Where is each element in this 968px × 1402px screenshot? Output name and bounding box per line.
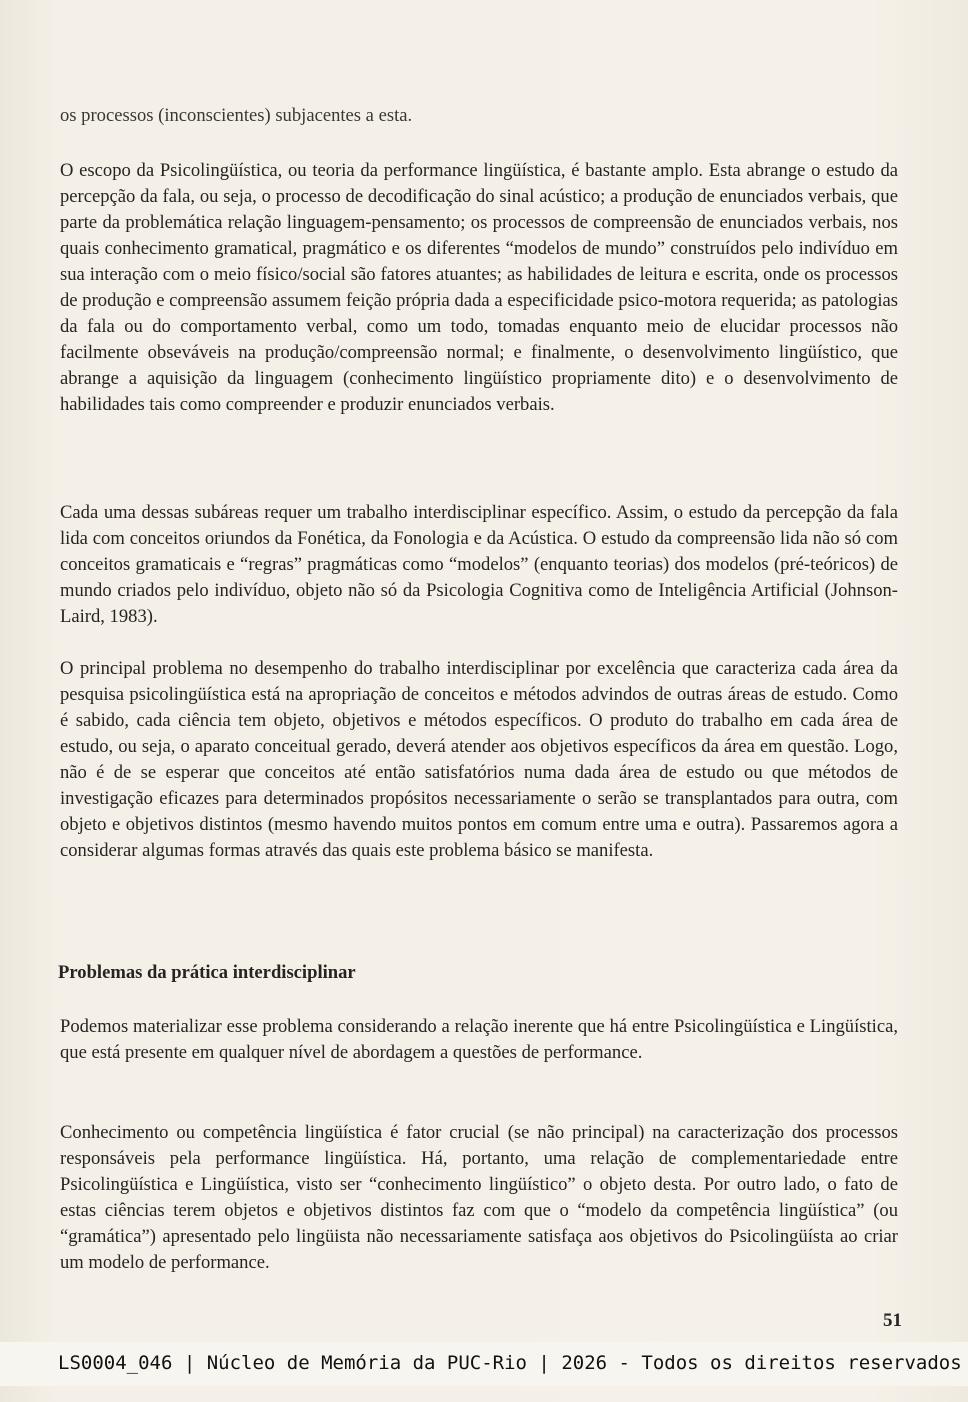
paragraph-competence: Conhecimento ou competência lingüística é fator crucial (se não principal) na caracterização dos processos responsáveis pela performance lingüística. Há, portanto, uma relação de complementariedade entre Psicolingüística e Lingüística, visto ser “conhecimento lingüístico” o objeto desta. Por outro lado, o fato de estas ciências terem objetos e objetivos distintos faz com que o “modelo da competência lingüística” (ou “gramática”) apresentado pelo lingüista não necessariamente satisfaça aos objetivos do Psicolingüísta ao criar um modelo de performance.	[60, 1122, 898, 1273]
paragraph-materialize: Podemos materializar esse problema considerando a relação inerente que há entre Psicolingüística e Lingüística, que está presente em qualquer nível de abordagem a questões de performance.	[60, 1016, 898, 1063]
paragraph-continuation: os processos (inconscientes) subjacentes a esta.	[60, 105, 413, 126]
paragraph-subareas: Cada uma dessas subáreas requer um trabalho interdisciplinar específico. Assim, o estudo da percepção da fala lida com conceitos oriundos da Fonética, da Fonologia e da Acústica. O estudo da compreensão lida não só com conceitos gramaticais e “regras” pragmáticas como “modelos” (enquanto teorias) dos modelos (pré-teóricos) de mundo criados pelo indivíduo, objeto não só da Psicologia Cognitiva como de Inteligência Artificial (Johnson-Laird, 1983).	[60, 502, 898, 627]
paragraph-main-problem: O principal problema no desempenho do trabalho interdisciplinar por excelência que caracteriza cada área da pesquisa psicolingüística está na apropriação de conceitos e métodos advindos de outras áreas de estudo. Como é sabido, cada ciência tem objeto, objetivos e métodos específicos. O produto do trabalho em cada área de estudo, ou seja, o aparato conceitual gerado, deverá atender aos objetivos específicos da área em questão. Logo, não é de se esperar que conceitos até então satisfatórios numa dada área de estudo ou que métodos de investigação eficazes para determinados propósitos necessariamente o serão se transplantados para outra, com objeto e objetivos distintos (mesmo havendo muitos pontos em comum entre uma e outra). Passaremos agora a considerar algumas formas através das quais este problema básico se manifesta.	[60, 658, 898, 861]
footer-copyright: LS0004_046 | Núcleo de Memória da PUC-Rio | 2026 - Todos os direitos reservados	[58, 1352, 962, 1374]
page-number: 51	[883, 1310, 902, 1331]
paragraph-scope: O escopo da Psicolingüística, ou teoria da performance lingüística, é bastante amplo. Esta abrange o estudo da percepção da fala, ou seja, o processo de decodificação do sinal acústico; a produção de enunciados verbais, que parte da problemática relação linguagem-pensamento; os processos de compreensão de enunciados verbais, nos quais conhecimento gramatical, pragmático e os diferentes “modelos de mundo” construídos pelo indivíduo em sua interação com o meio físico/social são fatores atuantes; as habilidades de leitura e escrita, onde os processos de produção e compreensão assumem feição própria dada a especificidade psico-motora requerida; as patologias da fala ou do comportamento verbal, como um todo, tomadas enquanto meio de elucidar processos não facilmente obseváveis na produção/compreensão normal; e finalmente, o desenvolvimento lingüístico, que abrange a aquisição da linguagem (conhecimento lingüístico propriamente dito) e o desenvolvimento de habilidades tais como compreender e produzir enunciados verbais.	[60, 160, 898, 415]
section-heading: Problemas da prática interdisciplinar	[58, 962, 356, 983]
